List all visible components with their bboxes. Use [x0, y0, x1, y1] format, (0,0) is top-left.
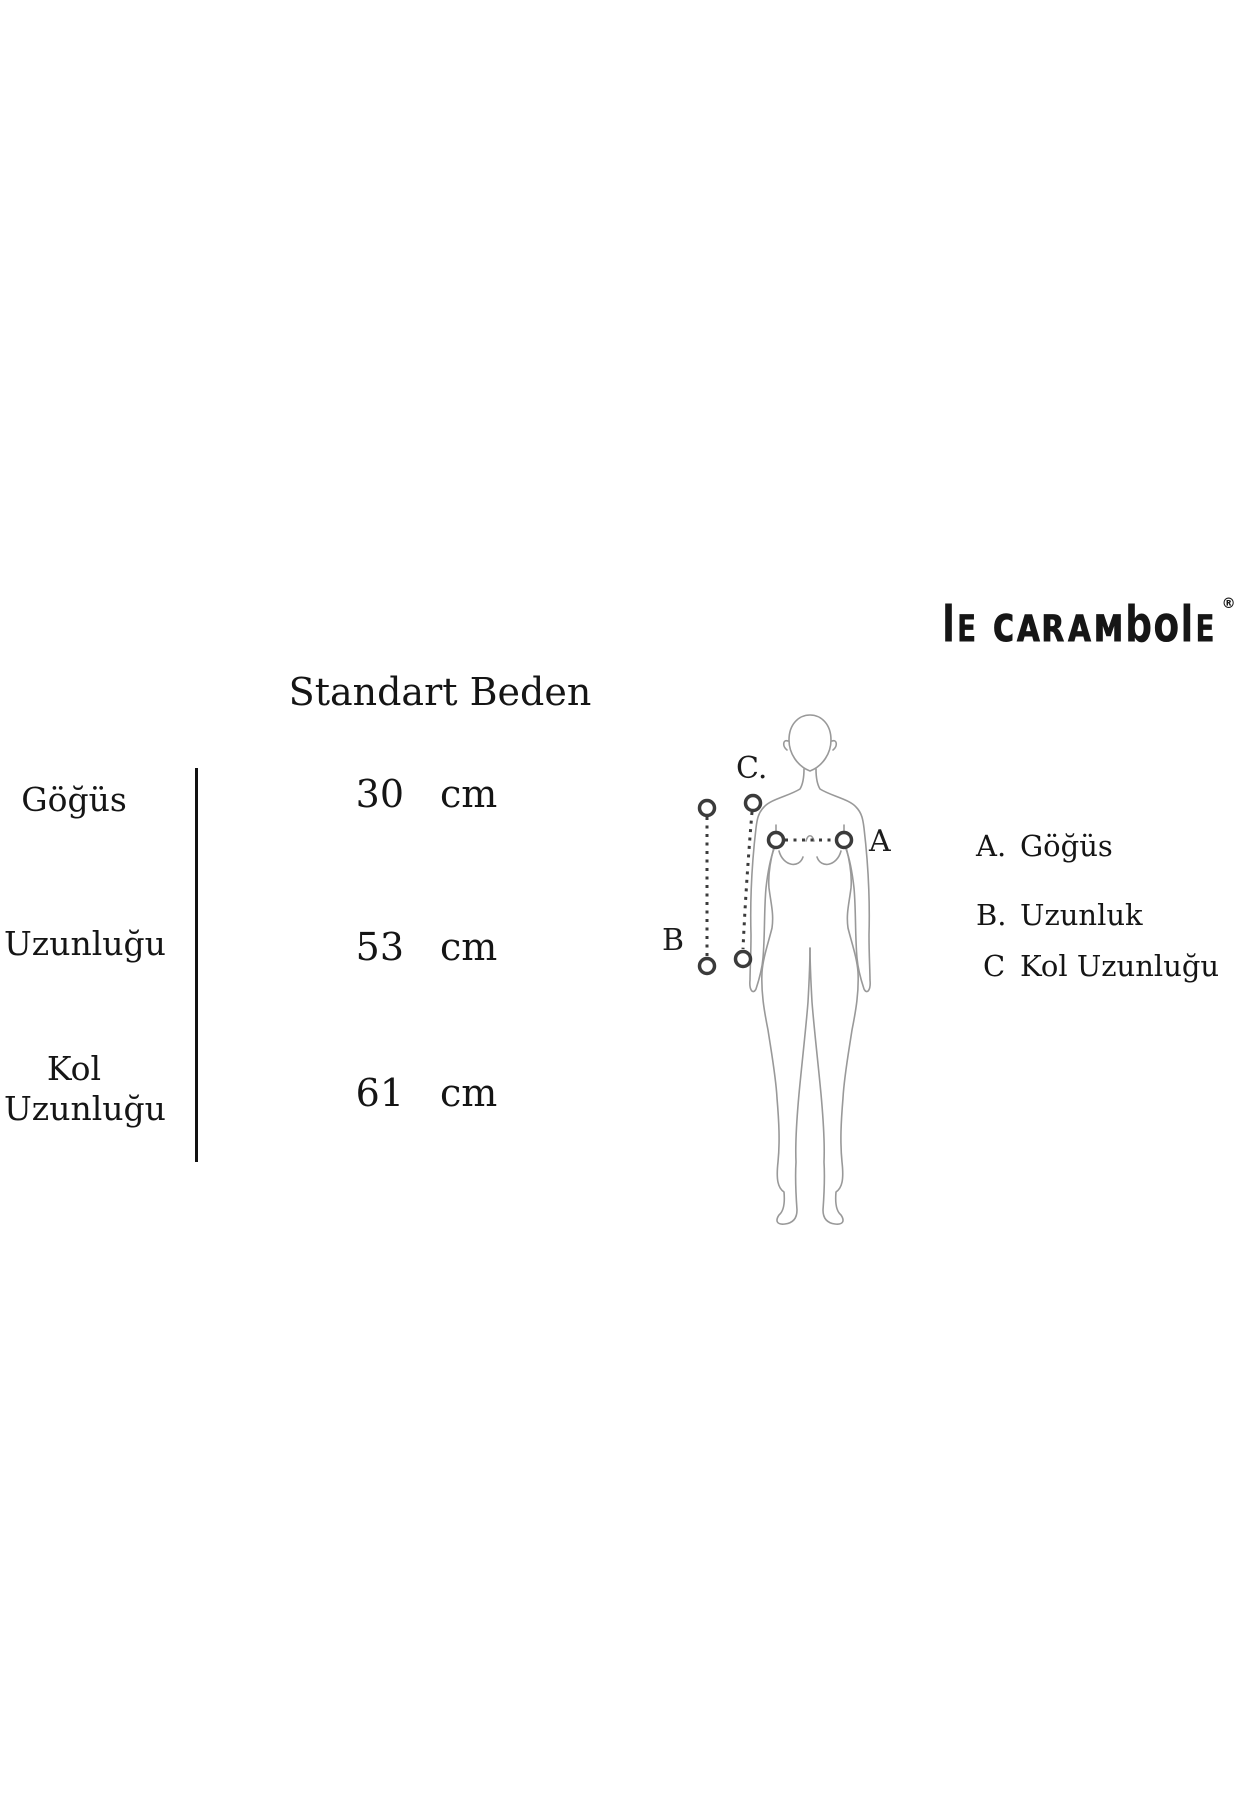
legend-item-b — [976, 898, 1143, 932]
value-number: 30 — [355, 772, 404, 816]
legend-key-a: A. — [976, 829, 1007, 863]
table-divider-line — [195, 768, 198, 1162]
brand-logo — [942, 595, 1236, 654]
body-outline — [750, 715, 870, 1224]
legend-label-a: Göğüs — [1020, 829, 1113, 863]
measure-point-chest-left — [769, 833, 784, 848]
row-value-gogus — [330, 773, 510, 815]
figure-marker-b: B — [662, 923, 685, 958]
value-number: 53 — [355, 925, 404, 969]
measure-point-length-bottom — [700, 959, 715, 974]
figure-marker-c: C. — [736, 751, 768, 786]
measure-point-length-top — [700, 801, 715, 816]
measure-point-chest-right — [837, 833, 852, 848]
legend-item-c — [976, 949, 1219, 983]
brand-logo-text: lᴇ ᴄᴀʀᴀᴍbᴏlᴇ — [942, 595, 1217, 654]
value-unit: cm — [440, 772, 498, 816]
value-unit: cm — [440, 925, 498, 969]
measure-points — [700, 796, 852, 974]
measure-point-sleeve-top — [746, 796, 761, 811]
legend-key-b: B. — [976, 898, 1007, 932]
figure-marker-a: A — [869, 824, 891, 859]
row-label-uzunlugu: Uzunluğu — [4, 924, 166, 963]
body-figure-diagram — [620, 690, 1020, 1250]
size-chart-title: Standart Beden — [288, 670, 592, 714]
row-value-uzunlugu — [330, 926, 510, 968]
legend-label-b: Uzunluk — [1020, 898, 1143, 932]
legend-item-a — [976, 829, 1113, 863]
legend-key-c: C — [983, 949, 1006, 983]
measure-point-sleeve-bottom — [736, 952, 751, 967]
row-value-kol-uzunlugu — [330, 1072, 510, 1114]
registered-trademark-icon: ® — [1221, 596, 1236, 612]
value-unit: cm — [440, 1071, 498, 1115]
row-label-gogus: Göğüs — [21, 780, 127, 819]
value-number: 61 — [355, 1071, 404, 1115]
row-label-kol-uzunlugu: Kol Uzunluğu — [4, 1049, 166, 1128]
legend-label-c: Kol Uzunluğu — [1020, 949, 1220, 983]
